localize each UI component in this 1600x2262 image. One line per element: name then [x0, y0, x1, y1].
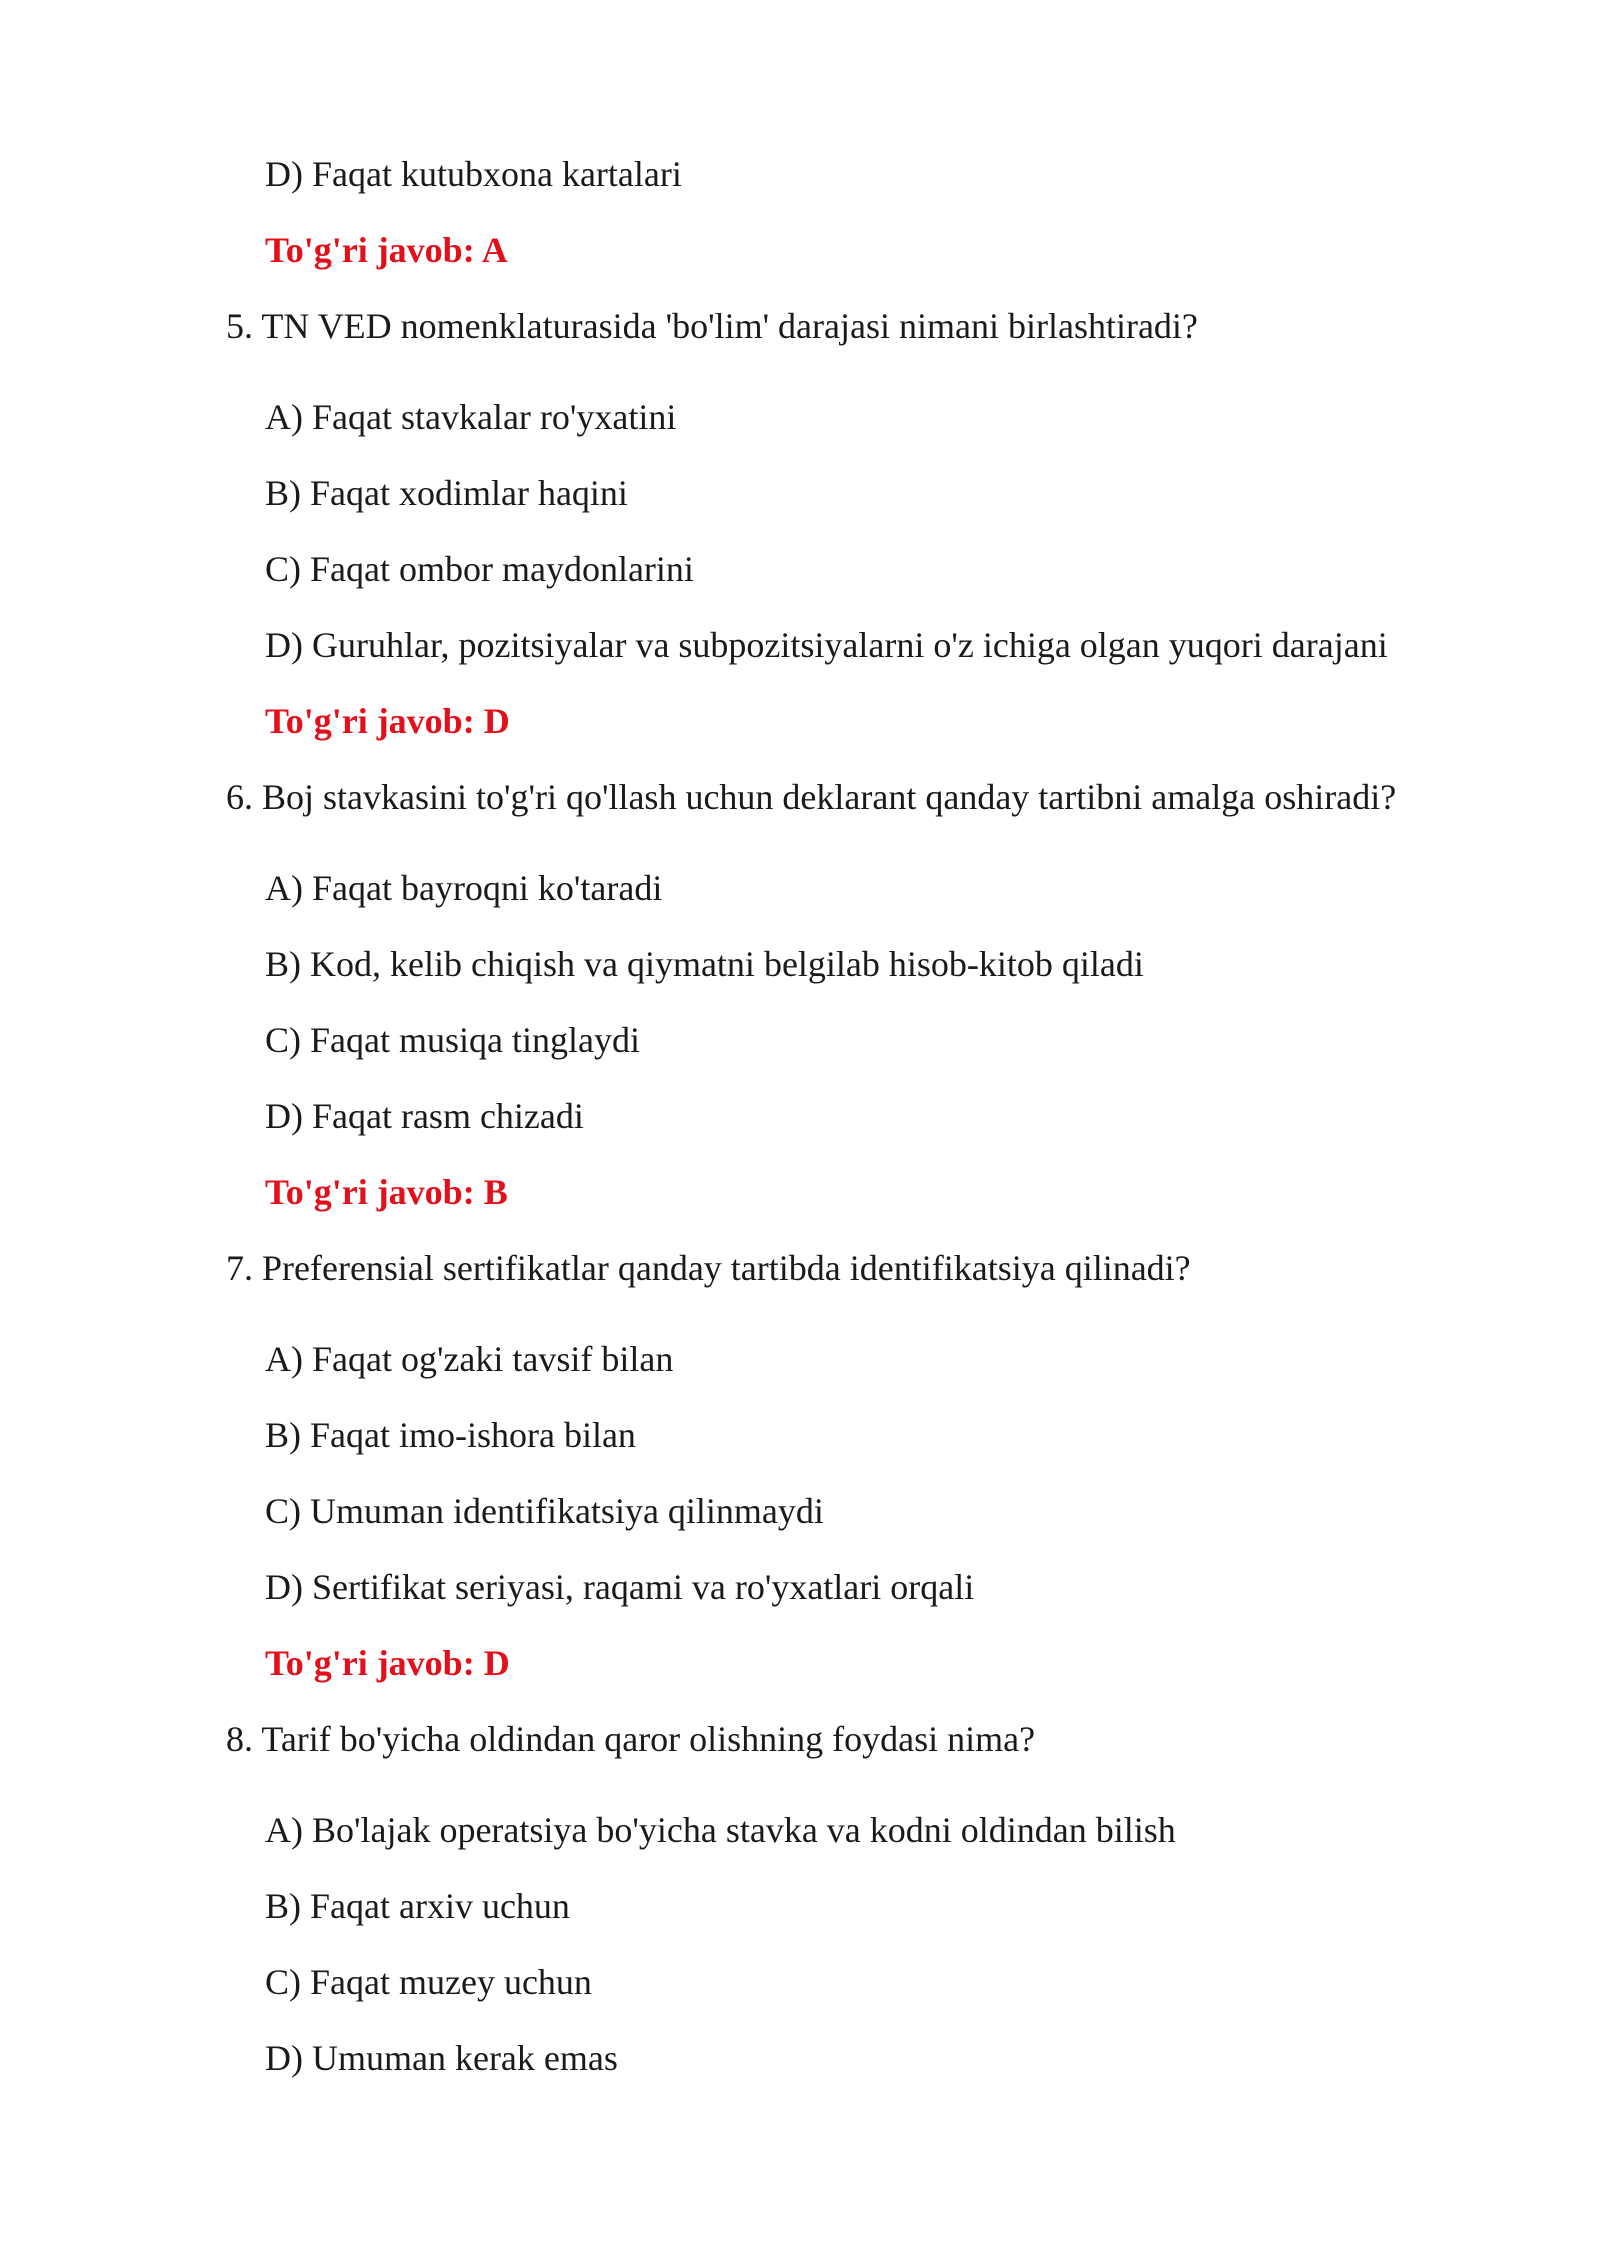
question-line: 8. Tarif bo'yicha oldindan qaror olishning foydasi nima?	[226, 1719, 1036, 1759]
option-line: C) Faqat muzey uchun	[265, 1962, 592, 2002]
correct-answer: To'g'ri javob: D	[265, 701, 510, 741]
option-line: D) Sertifikat seriyasi, raqami va ro'yxatlari orqali	[265, 1567, 975, 1607]
correct-answer: To'g'ri javob: B	[265, 1172, 508, 1212]
option-line: A) Bo'lajak operatsiya bo'yicha stavka va kodni oldindan bilish	[265, 1810, 1176, 1850]
question-line: 5. TN VED nomenklaturasida 'bo'lim' darajasi nimani birlashtiradi?	[226, 306, 1198, 346]
option-line: B) Kod, kelib chiqish va qiymatni belgilab hisob-kitob qiladi	[265, 944, 1144, 984]
option-line: D) Guruhlar, pozitsiyalar va subpozitsiyalarni o'z ichiga olgan yuqori darajani	[265, 625, 1388, 665]
question-line: 6. Boj stavkasini to'g'ri qo'llash uchun deklarant qanday tartibni amalga oshiradi?	[226, 777, 1397, 817]
question-line: 7. Preferensial sertifikatlar qanday tartibda identifikatsiya qilinadi?	[226, 1248, 1191, 1288]
option-line: D) Faqat kutubxona kartalari	[265, 154, 682, 194]
option-line: D) Umuman kerak emas	[265, 2038, 618, 2078]
option-line: A) Faqat bayroqni ko'taradi	[265, 868, 663, 908]
option-line: A) Faqat stavkalar ro'yxatini	[265, 397, 677, 437]
option-line: D) Faqat rasm chizadi	[265, 1096, 584, 1136]
option-line: B) Faqat imo-ishora bilan	[265, 1415, 636, 1455]
option-line: C) Faqat ombor maydonlarini	[265, 549, 694, 589]
option-line: A) Faqat og'zaki tavsif bilan	[265, 1339, 674, 1379]
option-line: C) Umuman identifikatsiya qilinmaydi	[265, 1491, 824, 1531]
option-line: B) Faqat xodimlar haqini	[265, 473, 628, 513]
option-line: C) Faqat musiqa tinglaydi	[265, 1020, 640, 1060]
option-line: B) Faqat arxiv uchun	[265, 1886, 570, 1926]
correct-answer: To'g'ri javob: D	[265, 1643, 510, 1683]
correct-answer: To'g'ri javob: A	[265, 230, 508, 270]
